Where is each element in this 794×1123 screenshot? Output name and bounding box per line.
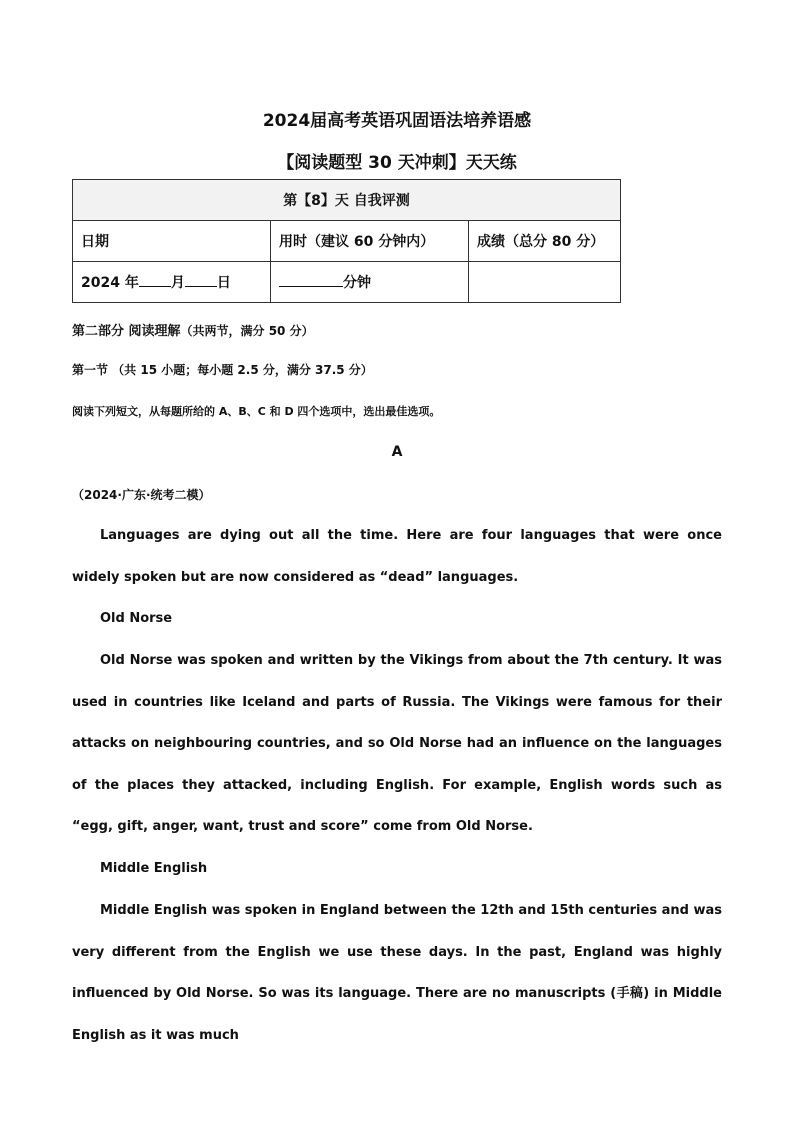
self-assessment-table: [72, 179, 621, 303]
passage-source: （2024·广东·统考二模）: [72, 488, 211, 502]
document-subtitle: 【阅读题型 30 天冲刺】天天练: [277, 153, 517, 173]
subsection-heading: 第一节 （共 15 小题；每小题 2.5 分，满分 37.5 分）: [72, 363, 373, 377]
paragraph-old-norse: Old Norse was spoken and written by the Vikings from about the 7th century. It was used in countries like Iceland and parts of Russia. The Vikings were famous for their attacks on neighbouring countries, and so Old Norse had an influence on the languages of the places they attacked, including English. For example, English words such as “egg, gift, anger, want, trust and score” come from Old Norse.: [72, 653, 722, 835]
passage-intro: Languages are dying out all the time. Here are four languages that were once widely spoken but are now considered as “dead” languages.: [72, 528, 722, 585]
date-month: 月: [170, 275, 185, 291]
date-year: 2024 年: [81, 275, 139, 291]
month-blank[interactable]: [139, 272, 171, 287]
passage-label: A: [391, 444, 403, 460]
document-title: 2024届高考英语巩固语法培养语感: [262, 111, 532, 131]
part-note: （共两节，满分 50 分）: [180, 324, 314, 338]
day-blank[interactable]: [185, 272, 217, 287]
time-cell[interactable]: [271, 262, 469, 303]
date-label: 日期: [73, 221, 271, 262]
part-heading: [72, 320, 314, 339]
table-heading: 第【8】天 自我评测: [73, 180, 621, 221]
time-label: 用时（建议 60 分钟内）: [271, 221, 469, 262]
section-heading-middle-english: Middle English: [100, 861, 208, 876]
score-label: 成绩（总分 80 分）: [469, 221, 621, 262]
score-cell[interactable]: [469, 262, 621, 303]
date-day: 日: [216, 275, 231, 291]
date-cell[interactable]: [73, 262, 271, 303]
section-heading-old-norse: Old Norse: [100, 611, 173, 626]
time-unit: 分钟: [343, 275, 371, 291]
part-title: 第二部分 阅读理解: [72, 324, 181, 339]
instructions: 阅读下列短文，从每题所给的 A、B、C 和 D 四个选项中，选出最佳选项。: [72, 405, 441, 418]
paragraph-middle-english: Middle English was spoken in England between the 12th and 15th centuries and was very different from the English we use these days. In the past, England was highly influenced by Old Norse. So was its language. There are no manuscripts (手稿) in Middle English as it was much: [72, 903, 722, 1043]
minutes-blank[interactable]: [279, 272, 343, 287]
